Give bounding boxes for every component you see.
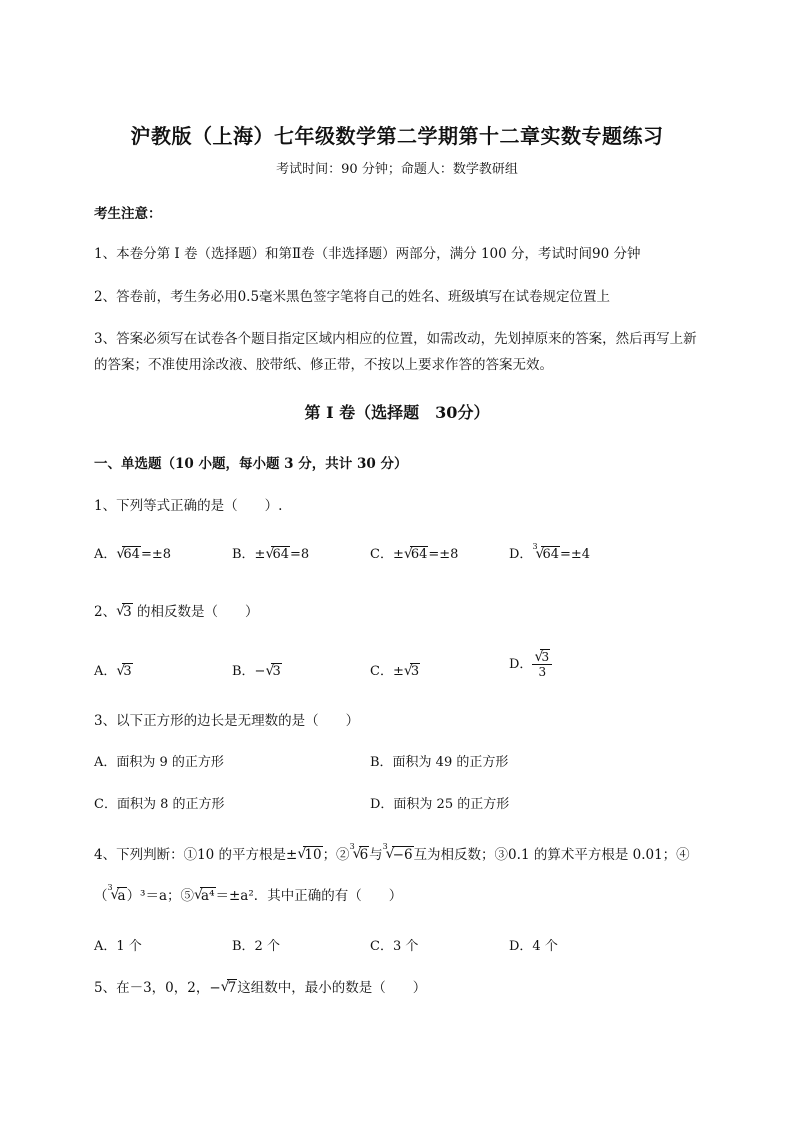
sqrt-symbol: √ 64 — [265, 546, 289, 562]
sqrt-symbol: √ 3 — [265, 663, 281, 679]
option-label: D． — [509, 657, 533, 672]
question-5-stem: 5、在－3，0，2，− √ 7这组数中，最小的数是（ ） — [94, 979, 427, 996]
question-2-option-d[interactable] — [509, 650, 552, 679]
section-title: 第 I 卷（选择题 30分） — [304, 403, 490, 422]
question-4-option-d[interactable]: D．4 个 — [509, 939, 558, 954]
sqrt-symbol: √ 7 — [220, 979, 237, 996]
notice-item-3: 3、答案必须写在试卷各个题目指定区域内相应的位置，如需改动，先划掉原来的答案，然后再写上新 — [94, 331, 697, 347]
part-heading: 一、单选题（10 小题，每小题 3 分，共计 30 分） — [94, 456, 408, 472]
question-1-option-c[interactable] — [370, 543, 458, 562]
question-3-option-b[interactable]: B．面积为 49 的正方形 — [370, 755, 509, 770]
question-4-stem-line-1: 4、下列判断：①10 的平方根是± √ 10；② 3 √ 6与 3 √ −6互为相反数；③0.1 的算术平方根是 0.01；④ — [94, 842, 690, 863]
option-label: B．± — [232, 547, 266, 562]
notice-item-2: 2、答卷前，考生务必用0.5毫米黑色签字笔将自己的姓名、班级填写在试卷规定位置上 — [94, 289, 611, 305]
sqrt-symbol: √ 3 — [403, 663, 420, 679]
question-3-stem: 3、以下正方形的边长是无理数的是（ ） — [94, 713, 360, 729]
fraction: √ 3 3 — [532, 650, 552, 679]
option-text: =8 — [290, 547, 310, 562]
question-2-stem: 2、 √ 3 的相反数是（ ） — [94, 603, 259, 620]
cube-root-symbol: 3 √ a — [107, 883, 126, 904]
option-text: =±8 — [140, 547, 171, 562]
sqrt-symbol: √ 3 — [116, 603, 132, 620]
notice-heading: 考生注意： — [94, 206, 162, 222]
question-2-option-a[interactable] — [94, 660, 133, 679]
page-title: 沪教版（上海）七年级数学第二学期第十二章实数专题练习 — [130, 124, 664, 148]
question-2-option-b[interactable] — [232, 660, 282, 679]
cube-root-symbol: 3 √ 6 — [349, 842, 369, 863]
exam-info: 考试时间：90 分钟；命题人：数学教研组 — [276, 162, 518, 177]
question-3-option-a[interactable]: A．面积为 9 的正方形 — [94, 755, 224, 770]
option-label: A． — [94, 664, 117, 679]
option-text: =±8 — [428, 547, 459, 562]
question-3-option-c[interactable]: C．面积为 8 的正方形 — [94, 797, 225, 812]
question-1-option-b[interactable] — [232, 543, 309, 562]
sqrt-symbol: √ a⁴ — [194, 887, 215, 904]
option-label: C．± — [370, 664, 404, 679]
sqrt-symbol: √ 3 — [116, 663, 132, 679]
cube-root-symbol: 3 √ 64 — [532, 542, 559, 562]
question-1-option-a[interactable] — [94, 543, 171, 562]
sqrt-symbol: √ 64 — [403, 546, 428, 562]
question-4-option-b[interactable]: B．2 个 — [232, 939, 280, 954]
question-4-option-c[interactable]: C．3 个 — [370, 939, 419, 954]
question-4-option-a[interactable]: A．1 个 — [94, 939, 142, 954]
cube-root-symbol: 3 √ −6 — [382, 842, 413, 863]
option-label: D． — [509, 547, 533, 562]
option-text: =±4 — [559, 547, 591, 562]
option-label: B．− — [232, 664, 266, 679]
question-1-option-d[interactable] — [509, 543, 590, 562]
question-3-option-d[interactable]: D．面积为 25 的正方形 — [370, 797, 510, 812]
option-label: C．± — [370, 547, 404, 562]
notice-item-3-cont: 的答案；不准使用涂改液、胶带纸、修正带，不按以上要求作答的答案无效。 — [94, 357, 553, 373]
option-label: A． — [94, 547, 117, 562]
notice-item-1: 1、本卷分第 I 卷（选择题）和第Ⅱ卷（非选择题）两部分，满分 100 分，考试时间90 分钟 — [94, 246, 641, 262]
question-4-stem-line-2: （ 3 √ a）³＝a；⑤ √ a⁴＝±a²．其中正确的有（ ） — [94, 883, 403, 904]
question-2-option-c[interactable] — [370, 660, 420, 679]
sqrt-symbol: √ 10 — [297, 846, 322, 863]
sqrt-symbol: √ 64 — [116, 546, 140, 562]
question-1-stem: 1、下列等式正确的是（ ）. — [94, 498, 283, 514]
